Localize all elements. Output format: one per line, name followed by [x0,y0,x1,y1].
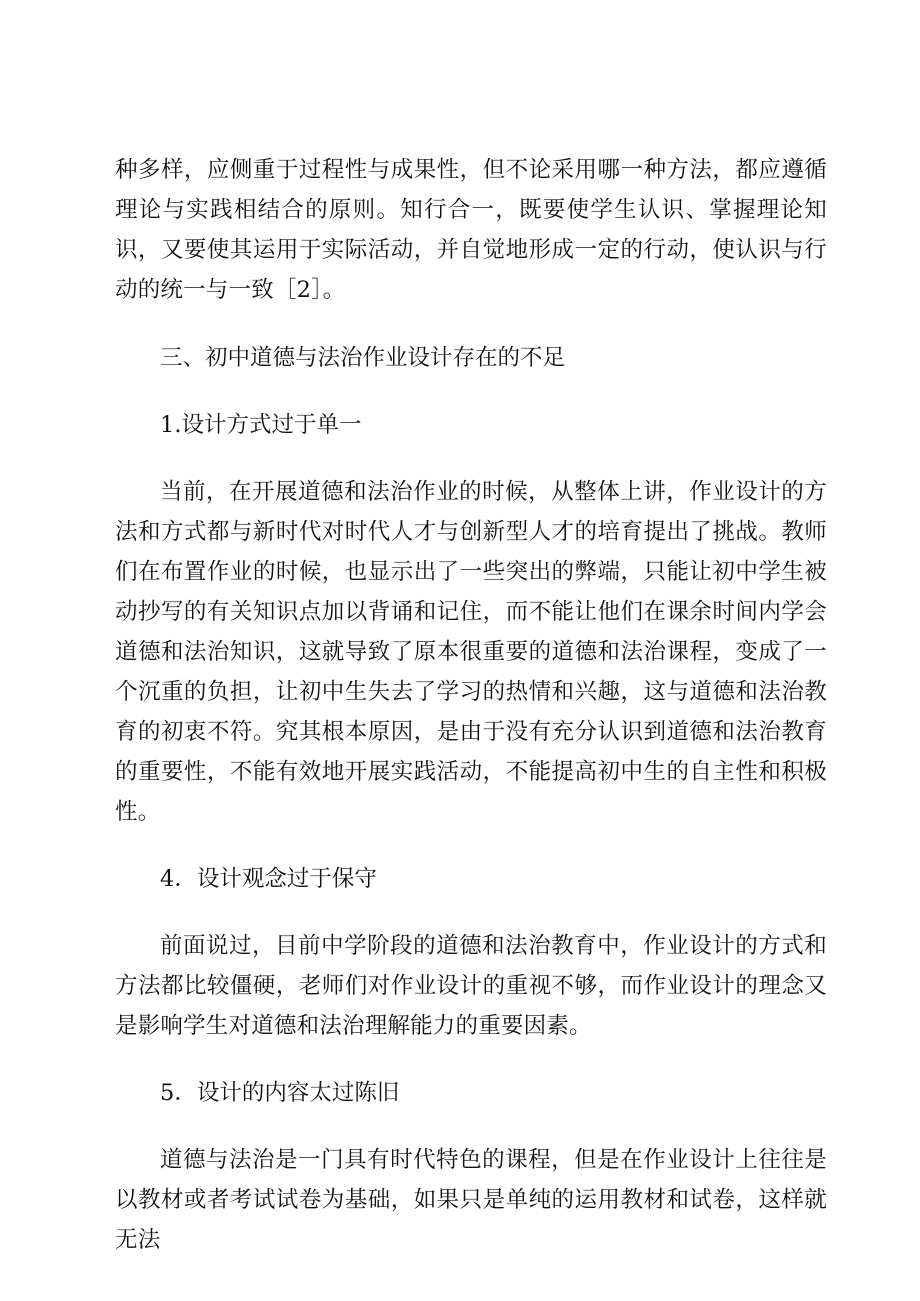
subheading-item-1: 1.设计方式过于单一 [160,412,362,438]
paragraph-rigid-methods: 前面说过，目前中学阶段的道德和法治教育中，作业设计的方式和方法都比较僵硬，老师们对作业设计的重视不够，而作业设计的理念又是影响学生对道德和法治理解能力的重要因素。 [115,933,827,1039]
document-page [115,150,827,1260]
paragraph-outdated-content: 道德与法治是一门具有时代特色的课程，但是在作业设计上往往是以教材或者考试试卷为基础，如果只是单纯的运用教材和试卷，这样就无法 [115,1147,827,1253]
paragraph-continuation: 种多样，应侧重于过程性与成果性，但不论采用哪一种方法，都应遵循理论与实践相结合的原则。知行合一，既要使学生认识、掌握理论知识，又要使其运用于实际活动，并自觉地形成一定的行动，使认识与行动的统一与一致［2］。 [115,157,827,303]
paragraph-current-state: 当前，在开展道德和法治作业的时候，从整体上讲，作业设计的方法和方式都与新时代对时代人才与创新型人才的培育提出了挑战。教师们在布置作业的时候，也显示出了一些突出的弊端，只能让初中学生被动抄写的有关知识点加以背诵和记住，而不能让他们在课余时间内学会道德和法治知识，这就导致了原本很重要的道德和法治课程，变成了一个沉重的负担，让初中生失去了学习的热情和兴趣，这与道德和法治教育的初衷不符。究其根本原因，是由于没有充分认识到道德和法治教育的重要性，不能有效地开展实践活动，不能提高初中生的自主性和积极性。 [115,479,827,825]
subheading-item-4: 4．设计观念过于保守 [160,866,377,892]
section-heading-3: 三、初中道德与法治作业设计存在的不足 [160,345,566,371]
subheading-item-5: 5．设计的内容太过陈旧 [160,1080,400,1106]
